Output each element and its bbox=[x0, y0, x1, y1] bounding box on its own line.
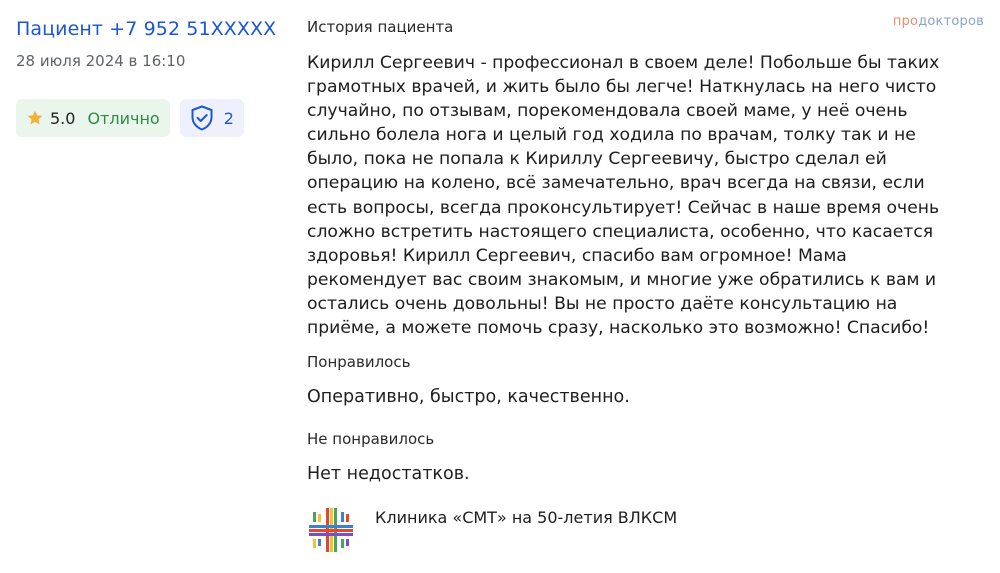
prodoctorov-logo bbox=[893, 14, 984, 29]
story-line: рекомендует вас своим знакомым, и многие уже обратились к вам и bbox=[307, 269, 937, 290]
rating-badge[interactable] bbox=[16, 99, 170, 137]
brand-prefix: про bbox=[892, 14, 919, 29]
story-line: было, пока не попала к Кириллу Сергеевичу, быстро сделал ей bbox=[307, 149, 887, 170]
brand-suffix: докторов bbox=[918, 14, 984, 29]
review-author-panel bbox=[16, 16, 286, 137]
shield-check-icon bbox=[190, 105, 214, 131]
story-title: История пациента bbox=[307, 18, 454, 36]
clinic-name-link[interactable]: Клиника «СМТ» на 50-летия ВЛКСМ bbox=[375, 508, 678, 528]
verified-count: 2 bbox=[223, 108, 234, 128]
verified-badge[interactable] bbox=[180, 99, 244, 137]
story-line: сложно встретить настоящего специалиста, особенно, что касается bbox=[307, 221, 934, 242]
star-icon bbox=[26, 109, 44, 127]
disliked-title: Не понравилось bbox=[307, 430, 435, 449]
story-line: есть вопросы, всегда проконсультирует! Сейчас в наше время очень bbox=[307, 197, 940, 218]
review-date: 28 июля 2024 в 16:10 bbox=[16, 52, 186, 70]
review-author-link[interactable]: Пациент +7 952 51XXXXX bbox=[16, 18, 277, 40]
story-line: остались очень довольны! Вы не просто даёте консультацию на bbox=[307, 293, 898, 314]
review-badges bbox=[16, 99, 286, 137]
rating-verdict: Отлично bbox=[87, 108, 160, 128]
disliked-text: Нет недостатков. bbox=[307, 464, 470, 485]
story-line: сильно болела нога и целый год ходила по врачам, толку так и не bbox=[307, 125, 916, 146]
clinic-row[interactable] bbox=[307, 506, 977, 554]
story-line: здоровья! Кирилл Сергеевич, спасибо вам огромное! Мама bbox=[307, 245, 847, 266]
story-line: грамотных врачей, и жить было бы легче! Наткнулась на него чисто bbox=[307, 77, 937, 98]
rating-score: 5.0 bbox=[50, 108, 76, 128]
liked-title: Понравилось bbox=[307, 353, 411, 372]
story-line: операцию на колено, всё замечательно, врач всегда на связи, если bbox=[307, 173, 925, 194]
liked-text: Оперативно, быстро, качественно. bbox=[307, 387, 630, 408]
story-line: Кирилл Сергеевич - профессионал в своем деле! Побольше бы таких bbox=[307, 53, 940, 73]
story-text bbox=[307, 51, 977, 340]
story-line: приёме, а можете помочь сразу, насколько это возможно! Спасибо! bbox=[307, 318, 930, 339]
clinic-logo-icon bbox=[307, 506, 355, 554]
review-content bbox=[307, 16, 977, 554]
story-line: случайно, по отзывам, порекомендовала своей маме, у неё очень bbox=[307, 101, 908, 122]
